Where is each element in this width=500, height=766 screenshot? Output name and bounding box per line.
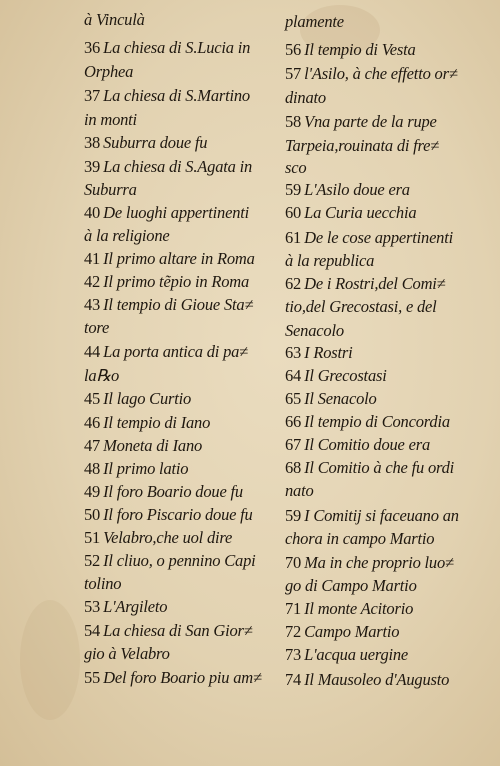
index-entry-line — [285, 458, 454, 478]
index-entry-line — [285, 64, 458, 84]
entry-text: L'acqua uergine — [304, 645, 409, 664]
entry-text: Il foro Piscario doue fu — [103, 505, 253, 524]
entry-text: Il Mausoleo d'Augusto — [304, 670, 450, 689]
index-entry-line — [84, 10, 145, 30]
index-entry-line — [285, 576, 417, 596]
entry-text: tio,del Grecostasi, e del — [285, 297, 437, 316]
entry-text: Suburra doue fu — [103, 133, 208, 152]
entry-text: Velabro,che uol dire — [103, 528, 233, 547]
entry-number: 42 — [84, 272, 101, 291]
entry-text: tolino — [84, 574, 122, 593]
entry-text: De le cose appertinenti — [304, 228, 454, 247]
entry-text: Il primo latio — [103, 459, 189, 478]
entry-text: nato — [285, 481, 314, 500]
paper-stain — [20, 600, 80, 720]
entry-number: 39 — [84, 157, 101, 176]
entry-number: 49 — [84, 482, 101, 501]
entry-number: 41 — [84, 249, 101, 268]
entry-text: Orphea — [84, 62, 134, 81]
entry-text: l'Asilo, à che effetto or≠ — [304, 64, 458, 83]
entry-number: 61 — [285, 228, 302, 247]
entry-text: Il Grecostasi — [304, 366, 387, 385]
index-entry-line — [84, 621, 253, 641]
index-entry-line — [84, 249, 255, 269]
entry-number: 71 — [285, 599, 302, 618]
entry-text: Senacolo — [285, 321, 344, 340]
entry-number: 74 — [285, 670, 302, 689]
index-entry-line — [285, 529, 434, 549]
index-entry-line — [84, 459, 188, 479]
entry-number: 38 — [84, 133, 101, 152]
entry-text: Il tempio di Vesta — [304, 40, 416, 59]
index-entry-line — [285, 622, 399, 642]
entry-text: I Rostri — [304, 343, 353, 362]
index-entry-line — [285, 481, 314, 501]
entry-text: L'Argileto — [103, 597, 168, 616]
index-entry-line — [285, 228, 453, 248]
index-entry-line — [84, 644, 170, 664]
entry-text: Il monte Acitorio — [304, 599, 414, 618]
entry-text: Il Senacolo — [304, 389, 377, 408]
entry-number: 58 — [285, 112, 302, 131]
index-entry-line — [84, 62, 133, 82]
entry-text: Il primo altare in Roma — [103, 249, 255, 268]
entry-text: L'Asilo doue era — [304, 180, 410, 199]
entry-number: 44 — [84, 342, 101, 361]
entry-text: Il tempio di Concordia — [304, 412, 450, 431]
entry-text: Suburra — [84, 180, 137, 199]
index-entry-line — [84, 413, 210, 433]
index-entry-line — [84, 574, 121, 594]
entry-text: La chiesa di San Gior≠ — [103, 621, 253, 640]
entry-number: 60 — [285, 203, 302, 222]
entry-text: la℞o — [84, 366, 120, 385]
entry-number: 72 — [285, 622, 302, 641]
entry-number: 68 — [285, 458, 302, 477]
entry-text: Tarpeia,rouinata di fre≠ — [285, 136, 440, 155]
entry-text: Moneta di Iano — [103, 436, 203, 455]
entry-text: sco — [285, 158, 307, 177]
entry-text: à la religione — [84, 226, 170, 245]
index-entry-line — [84, 436, 202, 456]
entry-number: 57 — [285, 64, 302, 83]
entry-text: La chiesa di S.Martino — [103, 86, 250, 105]
entry-text: Campo Martio — [304, 622, 400, 641]
index-entry-line — [285, 180, 410, 200]
index-entry-line — [84, 597, 167, 617]
index-entry-line — [285, 251, 374, 271]
index-entry-line — [285, 412, 450, 432]
entry-text: Vna parte de la rupe — [304, 112, 437, 131]
entry-number: 66 — [285, 412, 302, 431]
entry-text: in monti — [84, 110, 137, 129]
entry-number: 62 — [285, 274, 302, 293]
entry-number: 59 — [285, 506, 302, 525]
index-entry-line — [285, 506, 459, 526]
entry-text: Il primo tẽpio in Roma — [103, 272, 250, 291]
index-entry-line — [285, 670, 449, 690]
index-entry-line — [84, 389, 191, 409]
entry-number: 55 — [84, 668, 101, 687]
index-entry-line — [285, 158, 306, 178]
entry-number: 40 — [84, 203, 101, 222]
entry-number: 48 — [84, 459, 101, 478]
index-entry-line — [84, 203, 249, 223]
entry-text: tore — [84, 318, 110, 337]
index-entry-line — [285, 435, 430, 455]
entry-text: à Vinculà — [84, 10, 145, 29]
entry-number: 45 — [84, 389, 101, 408]
entry-text: Il cliuo, o pennino Capi — [103, 551, 256, 570]
entry-text: I Comitij si faceuano an — [304, 506, 459, 525]
entry-number: 73 — [285, 645, 302, 664]
entry-number: 53 — [84, 597, 101, 616]
index-entry-line — [285, 321, 344, 341]
entry-number: 37 — [84, 86, 101, 105]
entry-text: à la republica — [285, 251, 375, 270]
index-entry-line — [84, 528, 232, 548]
index-entry-line — [84, 505, 253, 525]
entry-number: 54 — [84, 621, 101, 640]
entry-number: 70 — [285, 553, 302, 572]
entry-number: 64 — [285, 366, 302, 385]
index-entry-line — [285, 274, 446, 294]
index-entry-line — [285, 645, 408, 665]
entry-text: La chiesa di S.Lucia in — [103, 38, 251, 57]
index-entry-line — [285, 12, 344, 32]
index-entry-line — [84, 157, 252, 177]
index-entry-line — [285, 136, 439, 156]
entry-text: La chiesa di S.Agata in — [103, 157, 253, 176]
index-entry-line — [285, 203, 416, 223]
index-entry-line — [84, 551, 256, 571]
index-entry-line — [285, 88, 326, 108]
entry-text: De i Rostri,del Comi≠ — [304, 274, 446, 293]
index-entry-line — [84, 226, 170, 246]
entry-number: 51 — [84, 528, 101, 547]
entry-number: 52 — [84, 551, 101, 570]
index-entry-line — [285, 599, 413, 619]
index-entry-line — [84, 38, 250, 58]
index-entry-line — [285, 553, 454, 573]
index-entry-line — [84, 110, 137, 130]
index-entry-line — [84, 482, 243, 502]
index-entry-line — [84, 272, 249, 292]
entry-number: 67 — [285, 435, 302, 454]
entry-text: Il tempio di Iano — [103, 413, 211, 432]
index-entry-line — [285, 343, 352, 363]
index-entry-line — [84, 295, 253, 315]
entry-text: La porta antica di pa≠ — [103, 342, 249, 361]
entry-number: 46 — [84, 413, 101, 432]
entry-text: Il Comitio doue era — [304, 435, 431, 454]
entry-text: go di Campo Martio — [285, 576, 417, 595]
entry-number: 63 — [285, 343, 302, 362]
entry-text: Il lago Curtio — [103, 389, 192, 408]
index-entry-line — [285, 366, 387, 386]
entry-text: Il Comitio à che fu ordi — [304, 458, 455, 477]
entry-text: chora in campo Martio — [285, 529, 435, 548]
index-entry-line — [285, 297, 437, 317]
entry-text: Del foro Boario piu am≠ — [103, 668, 262, 687]
entry-number: 43 — [84, 295, 101, 314]
index-entry-line — [84, 342, 248, 362]
entry-text: Il foro Boario doue fu — [103, 482, 243, 501]
entry-number: 50 — [84, 505, 101, 524]
entry-text: Il tempio di Gioue Sta≠ — [103, 295, 254, 314]
entry-text: Ma in che proprio luo≠ — [304, 553, 454, 572]
entry-text: dinato — [285, 88, 326, 107]
entry-text: La Curia uecchia — [304, 203, 417, 222]
entry-text: plamente — [285, 12, 344, 31]
index-entry-line — [84, 318, 109, 338]
index-entry-line — [285, 389, 377, 409]
index-entry-line — [84, 133, 207, 153]
index-entry-line — [84, 366, 119, 386]
entry-number: 59 — [285, 180, 302, 199]
index-entry-line — [285, 40, 416, 60]
entry-number: 36 — [84, 38, 101, 57]
index-entry-line — [84, 180, 137, 200]
entry-number: 65 — [285, 389, 302, 408]
index-entry-line — [285, 112, 437, 132]
entry-number: 56 — [285, 40, 302, 59]
entry-number: 47 — [84, 436, 101, 455]
entry-text: gio à Velabro — [84, 644, 170, 663]
index-entry-line — [84, 668, 262, 688]
entry-text: De luoghi appertinenti — [103, 203, 250, 222]
index-entry-line — [84, 86, 250, 106]
